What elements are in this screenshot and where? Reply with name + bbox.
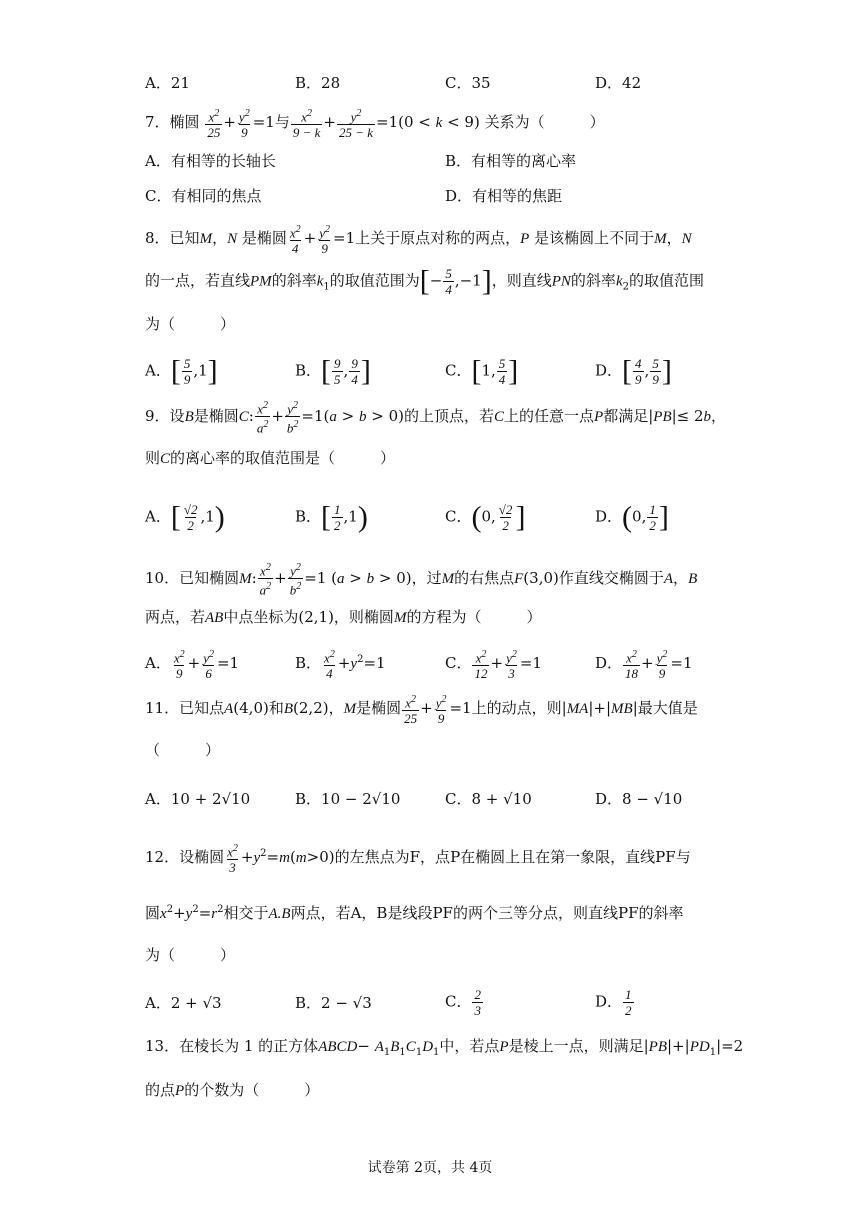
q9-option-b[interactable]: B．[ $\frac{1}{2}$ ,1) bbox=[295, 500, 368, 533]
option-letter: D． bbox=[595, 992, 623, 1010]
q13-text: 在棱长为 1 的正方体 bbox=[179, 1037, 319, 1055]
q10-option-d[interactable]: D． $\frac{x^2}{18}$ + $\frac{y^2}{9}$ =1 bbox=[595, 648, 693, 682]
option-letter: B． bbox=[295, 507, 322, 525]
option-letter: A． bbox=[145, 507, 171, 525]
q7-number: 7． bbox=[145, 113, 170, 132]
option-letter: A． bbox=[145, 361, 171, 379]
q8-option-d[interactable]: D．[ $\frac{4}{9}$ , $\frac{5}{9}$ ] bbox=[595, 354, 672, 387]
frac: $\frac{y^2}{6}$ bbox=[203, 648, 214, 682]
q12-text: 与 bbox=[675, 848, 691, 866]
q8-stem-line1: 8．已知M，N 是椭圆 $\frac{x^2}{4}$ + $\frac{y^2}{9}$ =1上关于原点对称的两点，P 是该椭圆上不同于M，N bbox=[145, 224, 692, 257]
option-letter: D． bbox=[595, 789, 623, 808]
option-letter: D． bbox=[595, 361, 623, 379]
q11-text: 上的动点，则 bbox=[471, 699, 562, 718]
frac: $\frac{x^2}{25}$ bbox=[207, 108, 221, 141]
q8-text: 的取值范围为 bbox=[329, 271, 420, 290]
q8-stem-line3 bbox=[145, 310, 715, 338]
q11-stem-line2 bbox=[145, 736, 715, 764]
q10-text: 中点坐标为 bbox=[223, 608, 299, 626]
option-letter: D． bbox=[595, 653, 623, 672]
q9-option-d[interactable]: D．(0, $\frac{1}{2}$ ] bbox=[595, 500, 669, 533]
option-letter: C． bbox=[445, 361, 472, 379]
q12-option-c[interactable] bbox=[445, 987, 595, 1018]
q11-options bbox=[145, 780, 715, 816]
q7-text: 关系为（ ） bbox=[484, 113, 605, 132]
q11-stem-line1: 11．已知点A(4,0)和B(2,2)，M是椭圆 $\frac{x^2}{25}$ + $\frac{y^2}{9}$ =1上的动点，则|MA|+|MB|最大值是 bbox=[145, 694, 698, 727]
q12-text: 设椭圆 bbox=[179, 848, 225, 866]
q8-text: 的斜率 bbox=[570, 271, 616, 290]
q13-number: 13． bbox=[145, 1037, 180, 1055]
q11-option-a[interactable]: A．10 + 2√10 bbox=[145, 789, 251, 808]
q11-option-b[interactable]: B．10 − 2√10 bbox=[295, 789, 401, 808]
q12-option-b[interactable]: B．2 − √3 bbox=[295, 993, 372, 1012]
q12-text: ，点 bbox=[420, 848, 451, 866]
q12-text: 相交于 bbox=[223, 904, 269, 922]
q12-text: 在椭圆上且在第一象限，直线 bbox=[460, 848, 656, 866]
option-letter: A． bbox=[145, 653, 171, 672]
frac: $\frac{x^2}{4}$ bbox=[289, 224, 301, 257]
q6-option-d[interactable]: D．42 bbox=[595, 73, 642, 92]
q12-option-a[interactable]: A．2 + √3 bbox=[145, 993, 222, 1012]
q9-text: 的离心率的取值范围是（ ） bbox=[170, 449, 396, 467]
q10-text: ，过 bbox=[411, 568, 442, 587]
q9-text: 则 bbox=[145, 449, 161, 467]
frac: $\frac{x^2}{9}$ bbox=[173, 648, 185, 682]
q7-options-row2 bbox=[145, 177, 715, 213]
frac: $\frac{√2}{2}$ bbox=[498, 501, 513, 533]
frac: $\frac{y^2}{9}$ bbox=[656, 648, 668, 682]
q10-option-c[interactable]: C． $\frac{x^2}{12}$ + $\frac{y^2}{3}$ =1 bbox=[445, 648, 542, 682]
q9-option-c[interactable]: C．(0, $\frac{√2}{2}$ ] bbox=[445, 500, 526, 533]
q8-text: 上关于原点对称的两点， bbox=[355, 229, 521, 248]
q12-option-d[interactable] bbox=[595, 987, 745, 1018]
q10-option-b[interactable]: B． $\frac{x^2}{4}$ $+y^2=1$ bbox=[295, 648, 386, 682]
q10-text: 作直线交椭圆于 bbox=[558, 568, 664, 587]
q11-text: （ ） bbox=[145, 741, 221, 759]
q8-options bbox=[145, 351, 715, 391]
frac: $\frac{1}{2}$ bbox=[334, 501, 341, 533]
page-footer: 试卷第 2页，共 4页 bbox=[367, 1160, 493, 1176]
frac: $\frac{1}{2}$ bbox=[625, 986, 632, 1018]
q11-text: 是椭圆 bbox=[356, 699, 402, 718]
frac: $\frac{2}{3}$ bbox=[474, 986, 481, 1018]
frac: $\frac{4}{9}$ bbox=[635, 355, 642, 387]
option-letter: C． bbox=[445, 507, 472, 525]
q12-stem-line3 bbox=[145, 941, 715, 969]
q9-text: 的上顶点，若 bbox=[403, 406, 494, 425]
option-letter: B． bbox=[295, 361, 322, 379]
option-letter: D． bbox=[595, 507, 623, 525]
q7-stem: 7．椭圆 $\frac{x^2}{25}$ + $\frac{y^2}{9}$ =1与 $\frac{x^2}{9 - k}$ + $\frac{y^2}{25 - k}$ =1(0 < k < 9) 关系为（ ） bbox=[145, 108, 605, 141]
q11-text: 已知点 bbox=[179, 699, 225, 718]
q12-text: 是线段 bbox=[387, 904, 433, 922]
frac: $\frac{x^2}{12}$ bbox=[474, 648, 488, 682]
q13-stem-line2: 的点P的个数为（ ） bbox=[145, 1081, 320, 1099]
frac: $\frac{5}{9}$ bbox=[652, 355, 659, 387]
frac: $\frac{x^2}{18}$ bbox=[625, 648, 639, 682]
q13-text: 的点 bbox=[145, 1081, 176, 1099]
q12-text: 的斜率 bbox=[638, 904, 684, 922]
frac: $\frac{x^2}{3}$ bbox=[227, 842, 238, 876]
q10-text: ，则椭圆 bbox=[333, 608, 394, 626]
q9-stem-line2: 则C的离心率的取值范围是（ ） bbox=[145, 449, 396, 467]
q8-text: 的斜率 bbox=[271, 271, 317, 290]
frac: $\frac{x^2}{a^2}$ bbox=[256, 400, 269, 436]
q12-number: 12． bbox=[145, 848, 180, 866]
frac: $\frac{y^2}{25 - k}$ bbox=[338, 108, 374, 141]
q7-text: 与 bbox=[274, 113, 290, 132]
frac: $\frac{y^2}{9}$ bbox=[238, 108, 250, 141]
q13-text: 的个数为（ ） bbox=[184, 1081, 320, 1099]
frac: $\frac{y^2}{3}$ bbox=[506, 648, 517, 682]
q11-option-c[interactable]: C．8 + √10 bbox=[445, 789, 532, 808]
frac: $\frac{x^2}{a^2}$ bbox=[259, 562, 272, 598]
frac: $\frac{5}{9}$ bbox=[183, 355, 191, 387]
q8-stem-line2: 的一点，若直线PM的斜率$k_1$的取值范围为[− $\frac{5}{4}$ ,−1]，则直线PN的斜率$k_2$的取值范围 bbox=[145, 264, 704, 298]
q9-text: 设 bbox=[169, 406, 185, 425]
q9-number: 9． bbox=[145, 406, 170, 425]
q10-number: 10． bbox=[145, 568, 180, 587]
q8-option-b[interactable]: B．[ $\frac{9}{5}$ , $\frac{9}{4}$ ] bbox=[295, 354, 371, 387]
q9-text: 上的任意一点 bbox=[504, 406, 595, 425]
q8-text: ， bbox=[212, 229, 228, 248]
q6-option-b[interactable]: B．28 bbox=[295, 73, 341, 92]
q11-option-d[interactable]: D．8 − √10 bbox=[595, 789, 683, 808]
frac: $\frac{5}{4}$ bbox=[498, 355, 506, 387]
frac: $\frac{y^2}{9}$ bbox=[319, 224, 331, 257]
q9-option-a[interactable]: A．[ $\frac{√2}{2}$ ,1) bbox=[145, 500, 225, 533]
frac: $\frac{x^2}{25}$ bbox=[404, 694, 418, 727]
q8-text: ，则直线 bbox=[491, 271, 552, 290]
q9-text: 是椭圆 bbox=[193, 406, 239, 425]
q11-text: 和 bbox=[268, 699, 284, 718]
option-letter: C． bbox=[445, 653, 472, 672]
q12-text: 的两个三等分点，则直线 bbox=[452, 904, 618, 922]
q6-option-a[interactable]: A．21 bbox=[145, 73, 190, 92]
q10-text: ， bbox=[673, 568, 689, 587]
q6-option-c[interactable]: C．35 bbox=[445, 73, 491, 92]
q10-text: 的方程为（ ） bbox=[406, 608, 542, 626]
q10-text: 的右焦点 bbox=[454, 568, 515, 587]
option-letter: C． bbox=[445, 789, 472, 808]
q8-text: 的取值范围 bbox=[628, 271, 704, 290]
q12-stem-line1: 12．设椭圆 $\frac{x^2}{3}$ $+y^2=m(m>0)$的左焦点为F，点P在椭圆上且在第一象限，直线PF与 bbox=[145, 842, 691, 876]
q10-stem-line1: 10．已知椭圆M: $\frac{x^2}{a^2}$ + $\frac{y^2}{b^2}$ =1 (a > b > 0)，过M的右焦点F(3,0)作直线交椭圆于A，B bbox=[145, 562, 698, 598]
q10-option-a[interactable]: A． $\frac{x^2}{9}$ + $\frac{y^2}{6}$ =1 bbox=[145, 648, 240, 682]
q11-number: 11． bbox=[145, 699, 180, 718]
q8-option-a[interactable]: A．[ $\frac{5}{9}$ ,1] bbox=[145, 354, 218, 387]
q8-text: 是该椭圆上不同于 bbox=[534, 229, 655, 248]
q8-text: ， bbox=[666, 229, 682, 248]
option-letter: A． bbox=[145, 993, 171, 1012]
option-letter: B． bbox=[295, 993, 322, 1012]
q13-stem-line1: 13．在棱长为 1 的正方体ABCD− $A_1B_1C_1D_1$中，若点P是棱上一点，则满足$|PB|+|PD_1|=2$ bbox=[145, 1037, 744, 1058]
frac: $\frac{x^2}{9 - k}$ bbox=[292, 108, 321, 141]
q12-text: 为（ ） bbox=[145, 946, 236, 964]
q12-text: 两点，若 bbox=[290, 904, 351, 922]
q13-text: 中，若点 bbox=[439, 1037, 500, 1055]
q10-stem-line2: 两点，若AB中点坐标为(2,1)，则椭圆M的方程为（ ） bbox=[145, 608, 542, 626]
frac: $\frac{1}{2}$ bbox=[649, 501, 656, 533]
q8-text: 是椭圆 bbox=[241, 229, 287, 248]
frac: $\frac{y^2}{b^2}$ bbox=[289, 562, 302, 598]
q9-stem-line1: 9．设B是椭圆C: $\frac{x^2}{a^2}$ + $\frac{y^2}{b^2}$ =1(a > b > 0)的上顶点，若C上的任意一点P都满足|PB|≤ 2b， bbox=[145, 400, 727, 436]
q8-text: 已知 bbox=[169, 229, 200, 248]
q12-text: 的左焦点为 bbox=[334, 848, 410, 866]
q7-option-d[interactable]: D．有相等的焦距 bbox=[445, 186, 563, 205]
q12-stem-line2: 圆$x^2+y^2=r^2$相交于A.B两点，若A，B是线段PF的两个三等分点，则直线PF的斜率 bbox=[145, 904, 684, 922]
q7-option-a[interactable]: A．有相等的长轴长 bbox=[145, 151, 276, 170]
frac: $\frac{x^2}{4}$ bbox=[324, 648, 335, 682]
frac: $\frac{y^2}{9}$ bbox=[435, 694, 447, 727]
q12-text: 圆 bbox=[145, 904, 161, 922]
q12-options bbox=[145, 982, 715, 1022]
q10-options bbox=[145, 644, 715, 684]
q8-text: 的一点，若直线 bbox=[145, 271, 251, 290]
q10-text: 已知椭圆 bbox=[179, 568, 240, 587]
frac: $\frac{9}{4}$ bbox=[351, 355, 358, 387]
q13-text: 是棱上一点，则满足 bbox=[508, 1037, 644, 1055]
option-letter: C． bbox=[445, 992, 472, 1010]
q11-text: 最大值是 bbox=[637, 699, 698, 718]
q6-options bbox=[145, 64, 715, 100]
frac: $\frac{5}{4}$ bbox=[445, 266, 452, 297]
q10-text: 两点，若 bbox=[145, 608, 206, 626]
q7-options-row1 bbox=[145, 142, 715, 178]
q8-number: 8． bbox=[145, 229, 170, 248]
q8-text: 为（ ） bbox=[145, 315, 236, 333]
q7-option-b[interactable]: B．有相等的离心率 bbox=[445, 151, 577, 170]
frac: $\frac{9}{5}$ bbox=[334, 355, 341, 387]
q7-option-c[interactable]: C．有相同的焦点 bbox=[145, 186, 262, 205]
option-letter: B． bbox=[295, 653, 322, 672]
q7-text: 椭圆 bbox=[169, 113, 200, 132]
frac: $\frac{y^2}{b^2}$ bbox=[286, 400, 299, 436]
option-letter: A． bbox=[145, 789, 171, 808]
q8-option-c[interactable]: C．[1, $\frac{5}{4}$ ] bbox=[445, 354, 519, 387]
option-letter: B． bbox=[295, 789, 322, 808]
q9-text: 都满足 bbox=[603, 406, 649, 425]
frac: $\frac{√2}{2}$ bbox=[183, 501, 198, 533]
q11-text: ， bbox=[328, 699, 344, 718]
q9-options bbox=[145, 495, 715, 539]
